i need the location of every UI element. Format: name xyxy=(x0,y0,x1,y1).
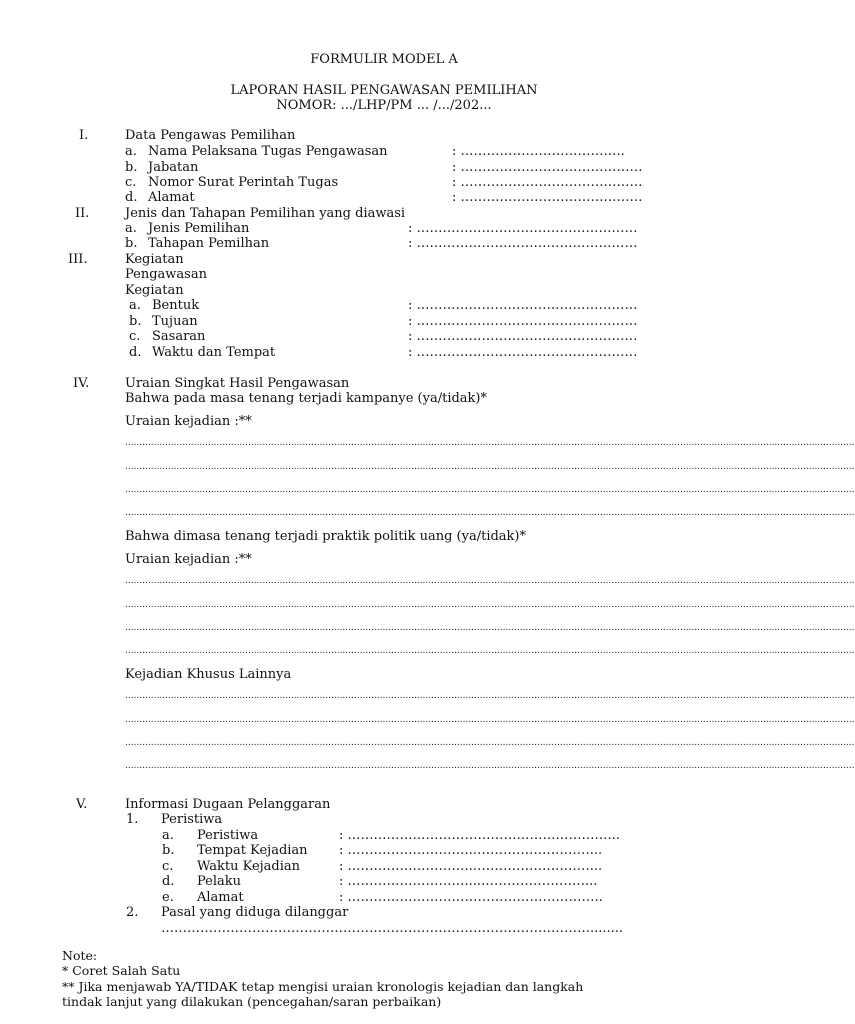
note-1: * Coret Salah Satu xyxy=(62,963,181,978)
note-heading: Note: xyxy=(62,948,98,963)
s2-item-b-marker: b. xyxy=(125,236,138,251)
incident-label-1: Uraian kejadian :** xyxy=(125,414,252,429)
s2-item-a-label: Jenis Pemilihan xyxy=(148,221,250,236)
s5-sub1-number: 1. xyxy=(126,812,139,827)
answer-line: ............................................................................................................................................................................................................................................................... xyxy=(125,623,855,633)
s3-item-b-marker: b. xyxy=(129,314,142,329)
note-2-line1: ** Jika menjawab YA/TIDAK tetap mengisi uraian kronologis kejadian dan langkah xyxy=(62,979,584,994)
s3-item-c-value: : …………………………………………… xyxy=(408,329,638,344)
s1-item-c-label: Nomor Surat Perintah Tugas xyxy=(148,175,339,190)
s5-item-e-value: : ………………………………………………….. xyxy=(339,890,603,905)
s3-item-c-label: Sasaran xyxy=(152,329,206,344)
s5-item-b-label: Tempat Kejadian xyxy=(197,843,308,858)
s3-item-d-label: Waktu dan Tempat xyxy=(152,345,276,360)
s5-item-b-marker: b. xyxy=(162,843,175,858)
s5-sub2-value: ………………………………………………………………………………………........ xyxy=(161,921,624,936)
s3-item-d-value: : …………………………………………… xyxy=(408,345,638,360)
s3-item-b-label: Tujuan xyxy=(152,314,198,329)
s1-item-a-marker: a. xyxy=(125,144,137,159)
s1-item-b-label: Jabatan xyxy=(148,160,199,175)
section-ii-title: Jenis dan Tahapan Pemilihan yang diawasi xyxy=(125,206,406,221)
note-2-line2: tindak lanjut yang dilakukan (pencegahan/saran perbaikan) xyxy=(62,994,442,1009)
s5-item-e-label: Alamat xyxy=(197,890,244,905)
s5-item-b-value: : ………………………..………………………... xyxy=(339,843,603,858)
s1-item-c-marker: c. xyxy=(125,175,137,190)
section-i-title: Data Pengawas Pemilihan xyxy=(125,128,296,143)
report-number: NOMOR: .../LHP/PM ... /.../202... xyxy=(276,98,492,113)
s3-item-c-marker: c. xyxy=(129,329,141,344)
s1-item-b-marker: b. xyxy=(125,160,138,175)
s1-item-c-value: : …………………………………… xyxy=(452,175,643,190)
answer-line: ............................................................................................................................................................................................................................................................... xyxy=(125,508,855,518)
section-i-numeral: I. xyxy=(79,128,89,143)
section-v-numeral: V. xyxy=(76,797,88,812)
s5-item-a-label: Peristiwa xyxy=(197,828,259,843)
section-v-title: Informasi Dugaan Pelanggaran xyxy=(125,797,331,812)
s3-item-a-value: : …………………………………………… xyxy=(408,298,638,313)
s1-item-d-label: Alamat xyxy=(148,190,195,205)
section-iii-subtitle: Kegiatan xyxy=(125,283,184,298)
s1-item-d-value: : …………………………………… xyxy=(452,190,643,205)
s5-item-a-marker: a. xyxy=(162,828,174,843)
s1-item-d-marker: d. xyxy=(125,190,138,205)
s5-sub1-label: Peristiwa xyxy=(161,812,223,827)
answer-line: ............................................................................................................................................................................................................................................................... xyxy=(125,761,855,771)
s2-item-b-label: Tahapan Pemilhan xyxy=(148,236,270,251)
other-incidents-label: Kejadian Khusus Lainnya xyxy=(125,667,292,682)
answer-line: ............................................................................................................................................................................................................................................................... xyxy=(125,715,855,725)
s3-item-a-label: Bentuk xyxy=(152,298,200,313)
s3-item-b-value: : …………………………………………… xyxy=(408,314,638,329)
s5-item-c-value: : ………………………..………………………... xyxy=(339,859,603,874)
campaign-question: Bahwa pada masa tenang terjadi kampanye (ya/tidak)* xyxy=(125,391,488,406)
s5-item-c-label: Waktu Kejadian xyxy=(197,859,301,874)
s3-item-d-marker: d. xyxy=(129,345,142,360)
answer-line: ............................................................................................................................................................................................................................................................... xyxy=(125,738,855,748)
money-politics-question: Bahwa dimasa tenang terjadi praktik politik uang (ya/tidak)* xyxy=(125,529,527,544)
incident-label-2: Uraian kejadian :** xyxy=(125,552,252,567)
s5-item-d-value: : ………………………....……………………... xyxy=(339,874,598,889)
section-iv-title: Uraian Singkat Hasil Pengawasan xyxy=(125,376,350,391)
section-ii-numeral: II. xyxy=(75,206,90,221)
s1-item-a-value: : ……………………………….. xyxy=(452,144,625,159)
section-iii-title-line1: Kegiatan xyxy=(125,252,184,267)
answer-line: ............................................................................................................................................................................................................................................................... xyxy=(125,462,855,472)
s5-item-d-marker: d. xyxy=(162,874,175,889)
answer-line: ............................................................................................................................................................................................................................................................... xyxy=(125,576,855,586)
s5-sub2-number: 2. xyxy=(126,905,139,920)
s2-item-a-value: : …………………………………………… xyxy=(408,221,638,236)
answer-line: ............................................................................................................................................................................................................................................................... xyxy=(125,485,855,495)
section-iv-numeral: IV. xyxy=(73,376,90,391)
answer-line: ............................................................................................................................................................................................................................................................... xyxy=(125,438,855,448)
s5-item-c-marker: c. xyxy=(162,859,174,874)
s1-item-b-value: : …………………………………… xyxy=(452,160,643,175)
answer-line: ............................................................................................................................................................................................................................................................... xyxy=(125,646,855,656)
form-title: FORMULIR MODEL A xyxy=(310,52,458,67)
s2-item-b-value: : …………………………………………… xyxy=(408,236,638,251)
section-iii-title-line2: Pengawasan xyxy=(125,267,207,282)
answer-line: ............................................................................................................................................................................................................................................................... xyxy=(125,600,855,610)
s2-item-a-marker: a. xyxy=(125,221,137,236)
s3-item-a-marker: a. xyxy=(129,298,141,313)
s5-sub2-label: Pasal yang diduga dilanggar xyxy=(161,905,349,920)
section-iii-numeral: III. xyxy=(68,252,88,267)
s1-item-a-label: Nama Pelaksana Tugas Pengawasan xyxy=(148,144,388,159)
answer-line: ............................................................................................................................................................................................................................................................... xyxy=(125,691,855,701)
s5-item-d-label: Pelaku xyxy=(197,874,242,889)
s5-item-a-value: : ……………………………………………………... xyxy=(339,828,620,843)
report-title: LAPORAN HASIL PENGAWASAN PEMILIHAN xyxy=(230,83,538,98)
s5-item-e-marker: e. xyxy=(162,890,174,905)
